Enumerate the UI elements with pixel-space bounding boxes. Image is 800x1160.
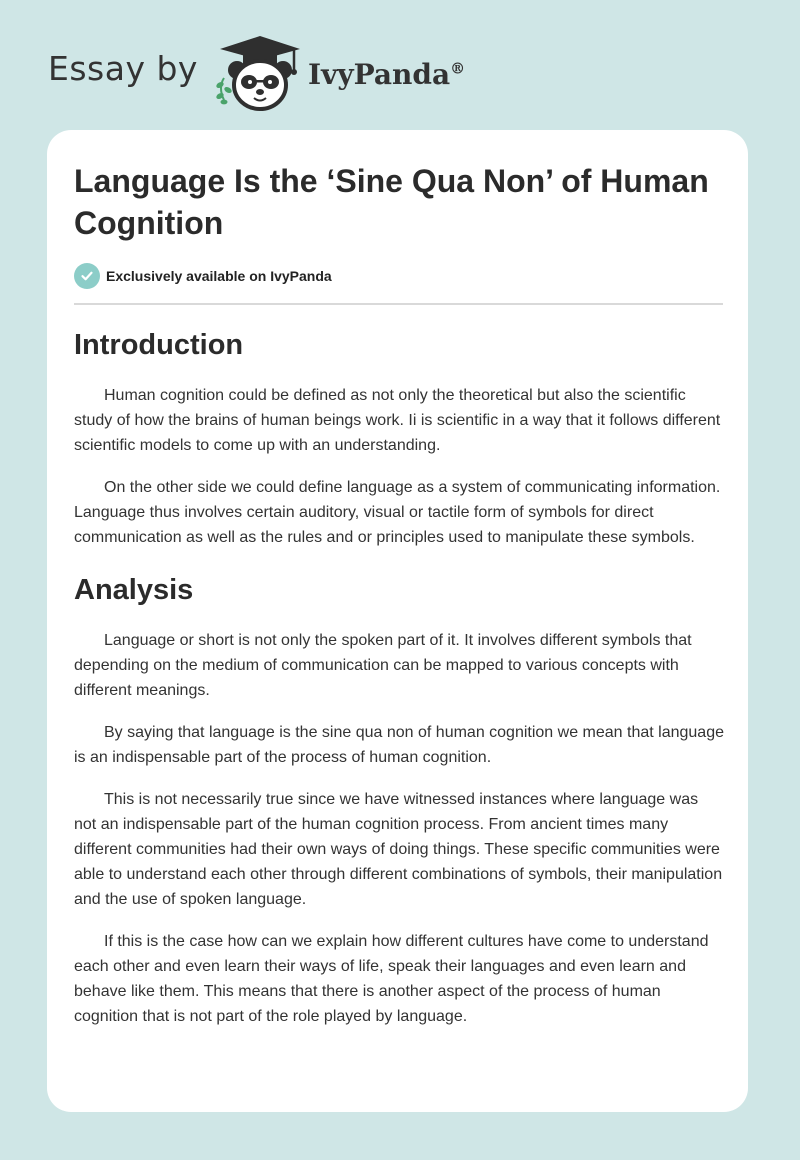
essay-by-label: Essay by xyxy=(48,48,198,88)
section-heading-introduction: Introduction xyxy=(74,329,244,361)
brand-name-text: IvyPanda xyxy=(307,57,451,91)
paragraph: Language or short is not only the spoken part of it. It involves different symbols that depending on the medium of communication can be mapped to various concepts with different meanings. xyxy=(74,632,692,699)
title-divider xyxy=(74,303,723,305)
check-circle-icon xyxy=(74,263,100,289)
essay-title: Language Is the ‘Sine Qua Non’ of Human Cognition xyxy=(74,163,709,241)
paragraph: If this is the case how can we explain how different cultures have come to understand each other and even learn their ways of life, speak their languages and even learn and behave like them. This means that there is another aspect of the process of human cognition that is not part of the role played by language. xyxy=(74,933,709,1025)
trademark-symbol: ® xyxy=(450,59,466,78)
paragraph: On the other side we could define language as a system of communicating information. Language thus involves certain auditory, visual or tactile form of symbols for direct communication as well as the rules and or principles used to manipulate these symbols. xyxy=(74,479,721,546)
paragraph: By saying that language is the sine qua non of human cognition we mean that language is an indispensable part of the process of human cognition. xyxy=(74,724,724,766)
section-heading-analysis: Analysis xyxy=(74,574,194,606)
brand-name[interactable] xyxy=(308,58,465,91)
paragraph: This is not necessarily true since we have witnessed instances where language was not an indispensable part of the human cognition process. From ancient times many different communities had their own ways of doing things. These specific communities were able to understand each other through different combinations of symbols, their manipulation and the use of spoken language. xyxy=(74,791,723,908)
paragraph: Human cognition could be defined as not only the theoretical but also the scientific study of how the brains of human beings work. Ii is scientific in a way that it follows different scientific models to come up with an understanding. xyxy=(74,387,721,454)
exclusive-badge-text: Exclusively available on IvyPanda xyxy=(106,268,332,284)
panda-graduate-icon xyxy=(210,30,310,114)
essay-content xyxy=(74,160,724,1029)
ivypanda-logo[interactable] xyxy=(210,30,310,114)
essay-card xyxy=(47,130,748,1112)
exclusive-badge xyxy=(74,262,724,290)
site-header xyxy=(48,30,465,114)
